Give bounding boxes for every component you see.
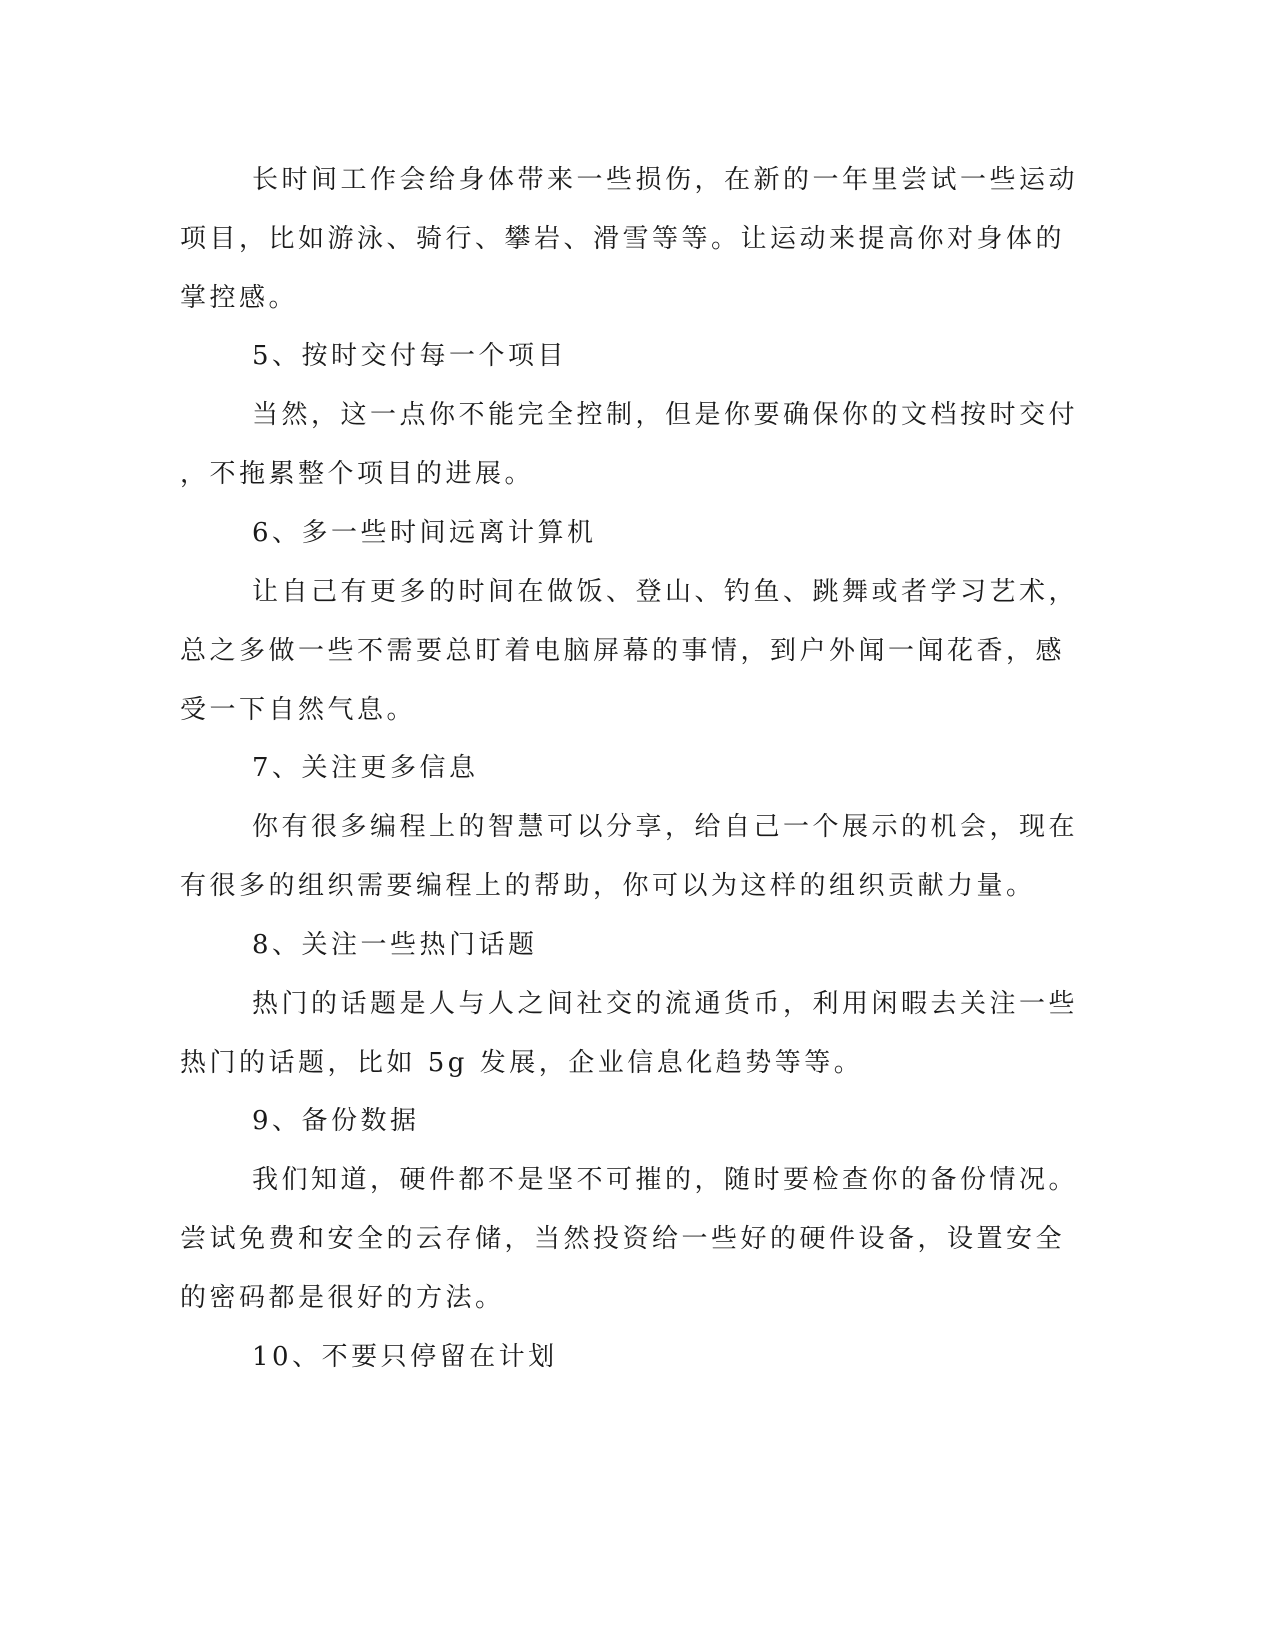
paragraph-line: 长时间工作会给身体带来一些损伤，在新的一年里尝试一些运动 <box>252 165 1079 195</box>
paragraph-line: 热门的话题，比如 5g 发展，企业信息化趋势等等。 <box>180 1048 864 1078</box>
paragraph-line: 你有很多编程上的智慧可以分享，给自己一个展示的机会，现在 <box>252 812 1079 842</box>
paragraph-line: 的密码都是很好的方法。 <box>180 1283 505 1313</box>
section-heading: 7、关注更多信息 <box>252 753 479 783</box>
paragraph-line: 总之多做一些不需要总盯着电脑屏幕的事情，到户外闻一闻花香，感 <box>180 636 1066 666</box>
section-heading: 9、备份数据 <box>252 1106 420 1136</box>
paragraph-line: 项目，比如游泳、骑行、攀岩、滑雪等等。让运动来提高你对身体的 <box>180 224 1066 254</box>
paragraph-line: ，不拖累整个项目的进展。 <box>180 459 535 489</box>
paragraph-line: 让自己有更多的时间在做饭、登山、钓鱼、跳舞或者学习艺术， <box>252 577 1079 607</box>
section-heading: 5、按时交付每一个项目 <box>252 341 568 371</box>
paragraph-line: 我们知道，硬件都不是坚不可摧的，随时要检查你的备份情况。 <box>252 1165 1079 1195</box>
paragraph-line: 有很多的组织需要编程上的帮助，你可以为这样的组织贡献力量。 <box>180 871 1036 901</box>
paragraph-line: 尝试免费和安全的云存储，当然投资给一些好的硬件设备，设置安全 <box>180 1224 1066 1254</box>
paragraph-line: 热门的话题是人与人之间社交的流通货币，利用闲暇去关注一些 <box>252 989 1079 1019</box>
section-heading: 10、不要只停留在计划 <box>252 1342 558 1372</box>
section-heading: 6、多一些时间远离计算机 <box>252 518 597 548</box>
paragraph-line: 当然，这一点你不能完全控制，但是你要确保你的文档按时交付 <box>252 400 1079 430</box>
section-heading: 8、关注一些热门话题 <box>252 930 538 960</box>
paragraph-line: 掌控感。 <box>180 283 299 313</box>
paragraph-line: 受一下自然气息。 <box>180 695 417 725</box>
